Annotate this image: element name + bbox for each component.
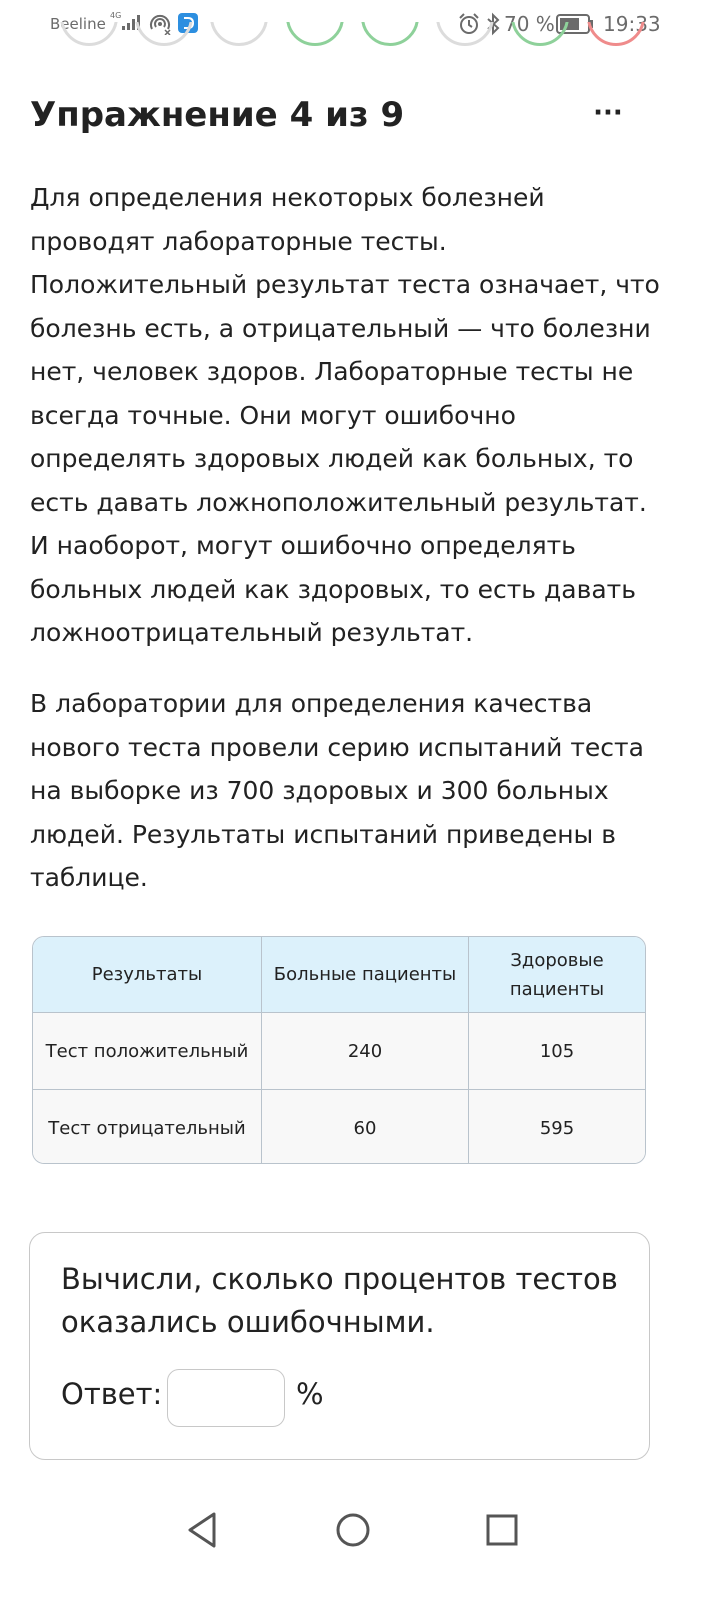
table-header-row [33,937,645,1013]
system-nav-bar [0,1490,720,1570]
table-header-cell: Результаты [33,937,262,1013]
network-type: 4G [110,11,122,20]
exercise-paragraph-2: В лаборатории для определения качества нового теста провели серию испытаний теста на выборке из 700 здоровых и 300 больных людей. Результаты испытаний приведены в таблице. [30,689,644,892]
progress-dot[interactable] [135,22,193,46]
more-options-button[interactable]: ··· [593,98,623,128]
question-card [29,1232,650,1460]
clock: 19:33 [603,12,661,36]
question-text: Вычисли, сколько процентов тестов оказались ошибочными. [61,1262,618,1339]
progress-dot[interactable] [511,22,569,46]
answer-input[interactable] [167,1369,285,1427]
exercise-paragraph-1: Для определения некоторых болезней проводят лабораторные тесты. Положительный результат теста означает, что болезнь есть, а отрицательный — что болезни нет, человек здоров. Лабораторные тесты не всегда точные. Они могут ошибочно определять здоровых людей как больных, то есть давать ложноположительный результат. И наоборот, могут ошибочно определять больных людей как здоровых, то есть давать ложноотрицательный результат. [30,183,660,647]
progress-dot[interactable] [361,22,419,46]
table-row [33,1013,645,1090]
battery-percent: 70 % [504,12,555,36]
results-table [32,936,646,1164]
carrier-name: Beeline [50,15,106,33]
home-circle-icon[interactable] [331,1508,375,1552]
answer-unit: % [296,1377,324,1411]
table-header-cell: Больные пациенты [262,937,469,1013]
progress-dot[interactable] [210,22,268,46]
table-cell: 595 [469,1090,646,1165]
progress-dot[interactable] [436,22,494,46]
table-row [33,1090,645,1165]
page-title: Упражнение 4 из 9 [30,95,405,135]
table-header-cell: Здоровые пациенты [469,937,646,1013]
answer-label: Ответ: [61,1377,163,1411]
table-cell: 105 [469,1013,646,1090]
progress-dot[interactable] [60,22,118,46]
exercise-progress [0,22,720,52]
table-cell: 60 [262,1090,469,1165]
back-triangle-icon[interactable] [180,1508,224,1552]
table-cell: 240 [262,1013,469,1090]
table-cell: Тест положительный [33,1013,262,1090]
progress-dot[interactable] [587,22,645,46]
progress-dot[interactable] [286,22,344,46]
recent-apps-square-icon[interactable] [480,1508,524,1552]
table-cell: Тест отрицательный [33,1090,262,1165]
